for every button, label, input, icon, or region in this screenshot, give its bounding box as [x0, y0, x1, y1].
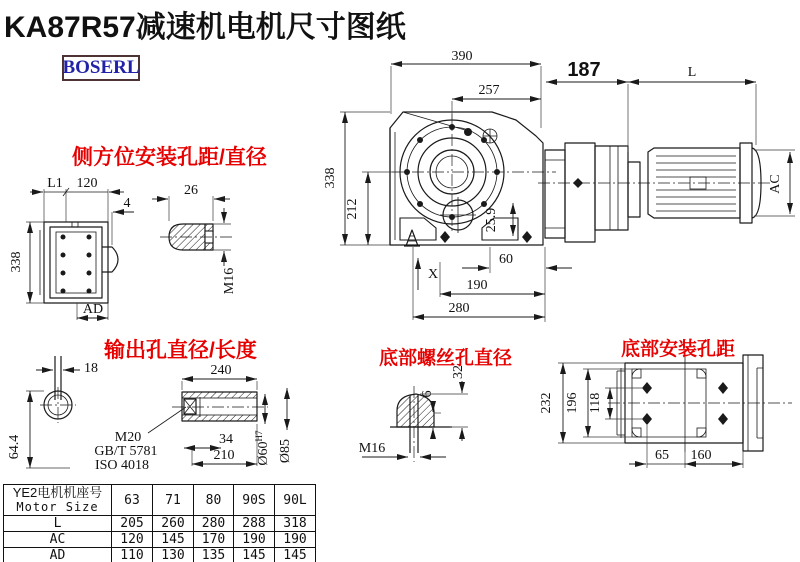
dim-d60-sup: H7 [254, 430, 264, 442]
dim-338-side [9, 222, 44, 303]
cell-AD-71: 130 [153, 548, 194, 562]
dim-212-text: 212 [345, 198, 360, 220]
bottom-screw-drawing [340, 358, 530, 470]
cell-L-63: 205 [112, 516, 153, 532]
cell-AD-80: 135 [194, 548, 234, 562]
dim-338-side-text: 338 [9, 251, 24, 273]
cell-AC-90S: 190 [234, 532, 275, 548]
dim-280-text: 280 [448, 301, 470, 316]
dim-L1-120 [30, 176, 124, 222]
cell-AC-90L: 190 [275, 532, 316, 548]
x-marker [418, 258, 438, 290]
cell-AD-63: 110 [112, 548, 153, 562]
dim-232-text: 232 [539, 392, 554, 414]
dim-65-text: 65 [655, 448, 669, 463]
dim-190 [440, 262, 545, 297]
dim-187-text: 187 [567, 59, 601, 81]
frame-63: 63 [112, 485, 153, 516]
shaft-section [148, 392, 268, 433]
dim-d85-text: Ø85 [278, 438, 293, 464]
side-bolt-detail [160, 224, 233, 250]
dim-338-front-text: 338 [323, 167, 338, 189]
label-bottom-screw: 底部螺丝孔直径 [379, 348, 513, 369]
table-row-AC [4, 532, 316, 548]
dim-4 [112, 196, 134, 245]
dim-34 [184, 432, 233, 448]
dim-AC-text: AC [768, 174, 783, 194]
dim-240-text: 240 [210, 363, 232, 378]
row-label-L: L [4, 516, 112, 532]
dim-338-front [323, 112, 390, 245]
cell-AD-90L: 145 [275, 548, 316, 562]
table-header-cell [4, 485, 112, 516]
motor-body [538, 143, 772, 223]
row-label-AC: AC [4, 532, 112, 548]
frame-90L: 90L [275, 485, 316, 516]
side-view-body [40, 222, 118, 303]
side-view-drawing [5, 168, 260, 328]
dim-d60h7-text [254, 430, 271, 466]
cell-L-90S: 288 [234, 516, 275, 532]
thread-M20-text: M20 [114, 430, 142, 445]
label-side-mount: 侧方位安装孔距/直径 [72, 146, 267, 169]
thread-spec [94, 430, 157, 473]
thread-GB-text: GB/T 5781 [94, 444, 158, 459]
row-label-AD: AD [4, 548, 112, 562]
dim-L-text: L [687, 65, 697, 80]
label-output-hole: 输出孔直径/长度 [104, 339, 257, 362]
dim-240 [182, 363, 257, 390]
dim-257 [452, 83, 541, 120]
cell-L-71: 260 [153, 516, 194, 532]
motor-adapter [545, 143, 640, 242]
dim-390 [391, 49, 541, 128]
brand-logo-text: BOSERL [62, 57, 140, 78]
bottom-view-body [608, 355, 792, 452]
dim-64-4 [7, 391, 70, 468]
cell-AC-63: 120 [112, 532, 153, 548]
cell-L-80: 280 [194, 516, 234, 532]
frame-80: 80 [194, 485, 234, 516]
shaft-end-view [40, 356, 76, 423]
dim-65-160 [629, 425, 743, 468]
dim-187 [546, 59, 628, 152]
dim-32-text: 32 [451, 365, 466, 379]
dim-18-text: 18 [84, 361, 98, 376]
motor-frame-label-en: Motor Size [16, 500, 99, 514]
cell-L-90L: 318 [275, 516, 316, 532]
dim-6-text: 6 [420, 390, 435, 398]
table-header-row [4, 485, 316, 516]
dim-210-text: 210 [213, 448, 235, 463]
dim-64-4-text: 64.4 [7, 434, 22, 460]
dim-26 [152, 183, 230, 221]
dim-118 [588, 388, 642, 419]
dim-257-text: 257 [478, 83, 500, 98]
cell-AD-90S: 145 [234, 548, 275, 562]
output-shaft-drawing [5, 352, 325, 475]
cell-AC-71: 145 [153, 532, 194, 548]
dim-AD-text: AD [82, 302, 104, 317]
dim-d60-main: Ø60 [256, 441, 271, 466]
dim-L1-text: L1 [47, 176, 63, 191]
dim-AD [77, 302, 108, 320]
dim-60-text: 60 [499, 252, 513, 267]
cell-AC-80: 170 [194, 532, 234, 548]
dim-120-text: 120 [76, 176, 98, 191]
dim-M16-screw [359, 441, 446, 457]
dim-26-text: 26 [184, 183, 198, 198]
dim-18 [36, 361, 98, 376]
dim-M16-screw-text: M16 [358, 441, 386, 456]
dim-L [628, 65, 756, 145]
x-marker-text: X [428, 267, 439, 282]
dim-160-text: 160 [690, 448, 712, 463]
dim-25-9-text: 25.9 [484, 207, 499, 233]
dim-118-text: 118 [588, 392, 603, 414]
label-bottom-mount: 底部安装孔距 [621, 339, 736, 360]
bottom-view-drawing [535, 348, 797, 480]
dim-4-text: 4 [123, 196, 131, 211]
frame-90S: 90S [234, 485, 275, 516]
dim-190-text: 190 [466, 278, 488, 293]
table-row-L [4, 516, 316, 532]
brand-logo-box [62, 55, 140, 81]
motor-frame-label-cn: YE2电机机座号 [12, 485, 103, 500]
motor-size-table [3, 484, 316, 562]
dim-M16-side [213, 208, 237, 294]
dim-34-text: 34 [219, 432, 233, 447]
dim-d85 [278, 388, 293, 463]
dim-M16-side-text: M16 [222, 267, 237, 295]
dim-390-text: 390 [451, 49, 473, 64]
frame-71: 71 [153, 485, 194, 516]
table-row-AD [4, 548, 316, 562]
dim-196-text: 196 [565, 392, 580, 414]
front-view-drawing [323, 42, 800, 337]
thread-ISO-text: ISO 4018 [94, 458, 150, 473]
page-title: KA87R57减速机电机尺寸图纸 [4, 11, 406, 44]
